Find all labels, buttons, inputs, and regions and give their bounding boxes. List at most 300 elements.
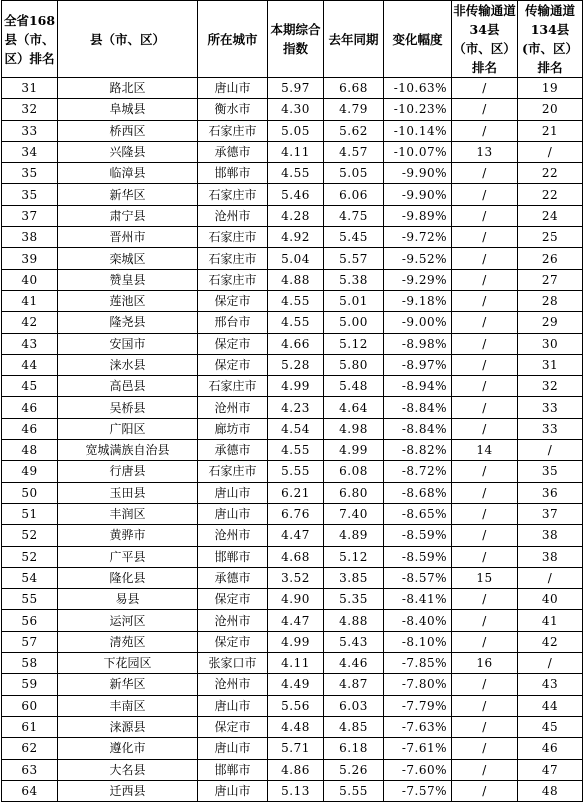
cell-last-year: 4.46 — [324, 653, 384, 674]
cell-last-year: 4.88 — [324, 610, 384, 631]
cell-current-index: 5.13 — [268, 780, 324, 801]
cell-last-year: 4.87 — [324, 674, 384, 695]
cell-change: -8.40% — [384, 610, 452, 631]
cell-last-year: 3.85 — [324, 567, 384, 588]
cell-channel-rank: 38 — [518, 546, 583, 567]
cell-channel-rank: 25 — [518, 227, 583, 248]
cell-change: -8.59% — [384, 546, 452, 567]
cell-channel-rank: 41 — [518, 610, 583, 631]
cell-current-index: 4.66 — [268, 333, 324, 354]
cell-county: 临漳县 — [58, 163, 198, 184]
table-row — [2, 205, 583, 226]
cell-county: 易县 — [58, 589, 198, 610]
cell-province-rank: 54 — [2, 567, 58, 588]
header-row — [2, 1, 583, 78]
cell-current-index: 4.68 — [268, 546, 324, 567]
cell-non-channel-rank: / — [452, 695, 518, 716]
cell-county: 涞源县 — [58, 716, 198, 737]
cell-current-index: 4.88 — [268, 269, 324, 290]
table-row — [2, 248, 583, 269]
cell-province-rank: 52 — [2, 546, 58, 567]
cell-province-rank: 49 — [2, 461, 58, 482]
cell-channel-rank: / — [518, 653, 583, 674]
cell-current-index: 4.55 — [268, 163, 324, 184]
table-row — [2, 546, 583, 567]
table-row — [2, 674, 583, 695]
cell-non-channel-rank: / — [452, 354, 518, 375]
table-row — [2, 418, 583, 439]
cell-non-channel-rank: / — [452, 738, 518, 759]
cell-county: 栾城区 — [58, 248, 198, 269]
cell-current-index: 4.90 — [268, 589, 324, 610]
table-row — [2, 695, 583, 716]
cell-city: 保定市 — [198, 354, 268, 375]
cell-city: 唐山市 — [198, 738, 268, 759]
table-row — [2, 610, 583, 631]
cell-last-year: 5.01 — [324, 290, 384, 311]
cell-change: -8.72% — [384, 461, 452, 482]
cell-province-rank: 64 — [2, 780, 58, 801]
cell-non-channel-rank: / — [452, 163, 518, 184]
cell-county: 下花园区 — [58, 653, 198, 674]
cell-province-rank: 63 — [2, 759, 58, 780]
table-row — [2, 589, 583, 610]
table-row — [2, 227, 583, 248]
cell-non-channel-rank: / — [452, 99, 518, 120]
cell-current-index: 4.86 — [268, 759, 324, 780]
cell-change: -9.89% — [384, 205, 452, 226]
cell-county: 丰润区 — [58, 503, 198, 524]
cell-province-rank: 39 — [2, 248, 58, 269]
cell-province-rank: 33 — [2, 120, 58, 141]
cell-change: -9.29% — [384, 269, 452, 290]
cell-current-index: 4.48 — [268, 716, 324, 737]
cell-channel-rank: 22 — [518, 163, 583, 184]
cell-non-channel-rank: / — [452, 397, 518, 418]
cell-last-year: 4.75 — [324, 205, 384, 226]
table-row — [2, 78, 583, 99]
table-row — [2, 99, 583, 120]
cell-county: 阜城县 — [58, 99, 198, 120]
cell-province-rank: 56 — [2, 610, 58, 631]
cell-non-channel-rank: 13 — [452, 141, 518, 162]
cell-change: -8.41% — [384, 589, 452, 610]
cell-current-index: 4.47 — [268, 610, 324, 631]
table-row — [2, 716, 583, 737]
cell-non-channel-rank: / — [452, 184, 518, 205]
cell-province-rank: 46 — [2, 397, 58, 418]
cell-change: -8.10% — [384, 631, 452, 652]
cell-non-channel-rank: / — [452, 780, 518, 801]
cell-last-year: 6.68 — [324, 78, 384, 99]
cell-last-year: 4.89 — [324, 525, 384, 546]
cell-current-index: 4.49 — [268, 674, 324, 695]
table-row — [2, 653, 583, 674]
table-row — [2, 567, 583, 588]
cell-province-rank: 58 — [2, 653, 58, 674]
table-row — [2, 312, 583, 333]
header-channel-rank: 传输通道134县(市、区）排名 — [518, 1, 583, 78]
cell-county: 运河区 — [58, 610, 198, 631]
cell-current-index: 4.99 — [268, 376, 324, 397]
cell-current-index: 3.52 — [268, 567, 324, 588]
cell-current-index: 4.28 — [268, 205, 324, 226]
cell-last-year: 5.62 — [324, 120, 384, 141]
cell-current-index: 5.28 — [268, 354, 324, 375]
cell-county: 路北区 — [58, 78, 198, 99]
cell-city: 沧州市 — [198, 674, 268, 695]
cell-change: -8.84% — [384, 418, 452, 439]
cell-current-index: 6.76 — [268, 503, 324, 524]
cell-city: 唐山市 — [198, 780, 268, 801]
cell-non-channel-rank: / — [452, 248, 518, 269]
cell-province-rank: 51 — [2, 503, 58, 524]
cell-channel-rank: 47 — [518, 759, 583, 780]
cell-non-channel-rank: / — [452, 205, 518, 226]
cell-city: 邯郸市 — [198, 163, 268, 184]
cell-channel-rank: 22 — [518, 184, 583, 205]
cell-non-channel-rank: / — [452, 674, 518, 695]
cell-city: 唐山市 — [198, 695, 268, 716]
cell-city: 保定市 — [198, 716, 268, 737]
cell-last-year: 4.99 — [324, 440, 384, 461]
table-row — [2, 738, 583, 759]
cell-channel-rank: / — [518, 141, 583, 162]
cell-channel-rank: 21 — [518, 120, 583, 141]
cell-non-channel-rank: / — [452, 312, 518, 333]
cell-change: -9.72% — [384, 227, 452, 248]
cell-current-index: 5.04 — [268, 248, 324, 269]
cell-county: 大名县 — [58, 759, 198, 780]
cell-change: -9.52% — [384, 248, 452, 269]
cell-province-rank: 43 — [2, 333, 58, 354]
cell-change: -7.61% — [384, 738, 452, 759]
cell-county: 肃宁县 — [58, 205, 198, 226]
cell-current-index: 5.46 — [268, 184, 324, 205]
cell-province-rank: 59 — [2, 674, 58, 695]
ranking-table — [1, 0, 583, 802]
table-row — [2, 333, 583, 354]
cell-channel-rank: / — [518, 440, 583, 461]
cell-last-year: 5.05 — [324, 163, 384, 184]
cell-city: 沧州市 — [198, 397, 268, 418]
header-current-index: 本期综合指数 — [268, 1, 324, 78]
cell-county: 黄骅市 — [58, 525, 198, 546]
cell-change: -8.97% — [384, 354, 452, 375]
cell-non-channel-rank: / — [452, 503, 518, 524]
cell-non-channel-rank: / — [452, 716, 518, 737]
cell-city: 沧州市 — [198, 610, 268, 631]
cell-county: 行唐县 — [58, 461, 198, 482]
cell-city: 邢台市 — [198, 312, 268, 333]
cell-last-year: 5.00 — [324, 312, 384, 333]
cell-non-channel-rank: / — [452, 546, 518, 567]
cell-channel-rank: 33 — [518, 397, 583, 418]
cell-province-rank: 46 — [2, 418, 58, 439]
cell-change: -8.57% — [384, 567, 452, 588]
cell-non-channel-rank: / — [452, 631, 518, 652]
cell-non-channel-rank: / — [452, 333, 518, 354]
cell-last-year: 5.45 — [324, 227, 384, 248]
cell-current-index: 4.55 — [268, 440, 324, 461]
cell-city: 唐山市 — [198, 482, 268, 503]
cell-change: -8.98% — [384, 333, 452, 354]
cell-change: -7.57% — [384, 780, 452, 801]
cell-channel-rank: 35 — [518, 461, 583, 482]
header-last-year: 去年同期 — [324, 1, 384, 78]
table-row — [2, 461, 583, 482]
cell-change: -10.07% — [384, 141, 452, 162]
cell-channel-rank: 33 — [518, 418, 583, 439]
cell-city: 邯郸市 — [198, 546, 268, 567]
cell-channel-rank: 27 — [518, 269, 583, 290]
cell-city: 石家庄市 — [198, 120, 268, 141]
cell-province-rank: 34 — [2, 141, 58, 162]
cell-city: 石家庄市 — [198, 248, 268, 269]
cell-channel-rank: 44 — [518, 695, 583, 716]
cell-last-year: 5.80 — [324, 354, 384, 375]
cell-change: -9.00% — [384, 312, 452, 333]
cell-current-index: 4.55 — [268, 290, 324, 311]
cell-channel-rank: 48 — [518, 780, 583, 801]
cell-last-year: 6.06 — [324, 184, 384, 205]
cell-county: 赞皇县 — [58, 269, 198, 290]
cell-city: 张家口市 — [198, 653, 268, 674]
cell-city: 石家庄市 — [198, 269, 268, 290]
cell-change: -10.23% — [384, 99, 452, 120]
cell-change: -8.82% — [384, 440, 452, 461]
cell-last-year: 5.48 — [324, 376, 384, 397]
cell-last-year: 4.57 — [324, 141, 384, 162]
cell-channel-rank: 40 — [518, 589, 583, 610]
cell-city: 石家庄市 — [198, 227, 268, 248]
table-row — [2, 120, 583, 141]
cell-last-year: 6.18 — [324, 738, 384, 759]
cell-city: 沧州市 — [198, 525, 268, 546]
cell-county: 晋州市 — [58, 227, 198, 248]
cell-province-rank: 41 — [2, 290, 58, 311]
cell-county: 宽城满族自治县 — [58, 440, 198, 461]
header-change: 变化幅度 — [384, 1, 452, 78]
cell-channel-rank: 28 — [518, 290, 583, 311]
table-row — [2, 141, 583, 162]
cell-channel-rank: 19 — [518, 78, 583, 99]
cell-non-channel-rank: / — [452, 525, 518, 546]
cell-channel-rank: 20 — [518, 99, 583, 120]
cell-last-year: 4.64 — [324, 397, 384, 418]
cell-county: 安国市 — [58, 333, 198, 354]
cell-county: 丰南区 — [58, 695, 198, 716]
cell-province-rank: 50 — [2, 482, 58, 503]
table-row — [2, 440, 583, 461]
cell-non-channel-rank: / — [452, 589, 518, 610]
cell-county: 莲池区 — [58, 290, 198, 311]
cell-channel-rank: 42 — [518, 631, 583, 652]
table-row — [2, 354, 583, 375]
cell-city: 衡水市 — [198, 99, 268, 120]
table-row — [2, 269, 583, 290]
cell-city: 唐山市 — [198, 503, 268, 524]
cell-non-channel-rank: / — [452, 120, 518, 141]
cell-province-rank: 42 — [2, 312, 58, 333]
cell-change: -8.68% — [384, 482, 452, 503]
cell-last-year: 5.35 — [324, 589, 384, 610]
table-row — [2, 759, 583, 780]
cell-province-rank: 40 — [2, 269, 58, 290]
cell-current-index: 5.71 — [268, 738, 324, 759]
cell-province-rank: 32 — [2, 99, 58, 120]
cell-last-year: 6.80 — [324, 482, 384, 503]
cell-city: 石家庄市 — [198, 461, 268, 482]
cell-last-year: 6.08 — [324, 461, 384, 482]
cell-county: 隆尧县 — [58, 312, 198, 333]
cell-city: 保定市 — [198, 290, 268, 311]
cell-province-rank: 57 — [2, 631, 58, 652]
cell-province-rank: 38 — [2, 227, 58, 248]
cell-change: -7.79% — [384, 695, 452, 716]
cell-non-channel-rank: / — [452, 227, 518, 248]
header-county: 县（市、区） — [58, 1, 198, 78]
cell-channel-rank: 43 — [518, 674, 583, 695]
cell-province-rank: 60 — [2, 695, 58, 716]
table-row — [2, 397, 583, 418]
cell-last-year: 4.79 — [324, 99, 384, 120]
cell-county: 桥西区 — [58, 120, 198, 141]
cell-county: 吴桥县 — [58, 397, 198, 418]
cell-city: 廊坊市 — [198, 418, 268, 439]
cell-non-channel-rank: / — [452, 461, 518, 482]
cell-change: -10.63% — [384, 78, 452, 99]
table-row — [2, 631, 583, 652]
cell-province-rank: 31 — [2, 78, 58, 99]
cell-province-rank: 37 — [2, 205, 58, 226]
cell-current-index: 5.05 — [268, 120, 324, 141]
cell-city: 石家庄市 — [198, 184, 268, 205]
cell-channel-rank: 38 — [518, 525, 583, 546]
header-city: 所在城市 — [198, 1, 268, 78]
cell-county: 隆化县 — [58, 567, 198, 588]
cell-last-year: 5.43 — [324, 631, 384, 652]
cell-province-rank: 48 — [2, 440, 58, 461]
cell-non-channel-rank: / — [452, 759, 518, 780]
header-province-rank: 全省168县（市、区）排名 — [2, 1, 58, 78]
cell-county: 高邑县 — [58, 376, 198, 397]
cell-city: 唐山市 — [198, 78, 268, 99]
cell-non-channel-rank: / — [452, 78, 518, 99]
cell-change: -7.85% — [384, 653, 452, 674]
cell-channel-rank: 45 — [518, 716, 583, 737]
cell-current-index: 5.97 — [268, 78, 324, 99]
cell-city: 承德市 — [198, 440, 268, 461]
cell-current-index: 5.55 — [268, 461, 324, 482]
cell-province-rank: 62 — [2, 738, 58, 759]
table-row — [2, 163, 583, 184]
cell-channel-rank: 26 — [518, 248, 583, 269]
cell-county: 清苑区 — [58, 631, 198, 652]
cell-city: 保定市 — [198, 333, 268, 354]
cell-non-channel-rank: / — [452, 376, 518, 397]
cell-current-index: 4.99 — [268, 631, 324, 652]
cell-channel-rank: 36 — [518, 482, 583, 503]
cell-current-index: 6.21 — [268, 482, 324, 503]
cell-county: 广阳区 — [58, 418, 198, 439]
cell-non-channel-rank: / — [452, 290, 518, 311]
cell-change: -8.84% — [384, 397, 452, 418]
cell-city: 保定市 — [198, 589, 268, 610]
cell-non-channel-rank: / — [452, 418, 518, 439]
cell-current-index: 4.55 — [268, 312, 324, 333]
cell-county: 兴隆县 — [58, 141, 198, 162]
cell-last-year: 5.26 — [324, 759, 384, 780]
cell-channel-rank: 29 — [518, 312, 583, 333]
cell-city: 保定市 — [198, 631, 268, 652]
cell-province-rank: 55 — [2, 589, 58, 610]
cell-province-rank: 44 — [2, 354, 58, 375]
cell-province-rank: 35 — [2, 184, 58, 205]
cell-last-year: 4.85 — [324, 716, 384, 737]
cell-non-channel-rank: 16 — [452, 653, 518, 674]
header-non-channel-rank: 非传输通道34县（市、区）排名 — [452, 1, 518, 78]
cell-change: -8.94% — [384, 376, 452, 397]
cell-last-year: 5.38 — [324, 269, 384, 290]
table-row — [2, 482, 583, 503]
cell-county: 涞水县 — [58, 354, 198, 375]
cell-last-year: 6.03 — [324, 695, 384, 716]
table-row — [2, 184, 583, 205]
cell-channel-rank: 24 — [518, 205, 583, 226]
cell-city: 承德市 — [198, 141, 268, 162]
cell-channel-rank: 37 — [518, 503, 583, 524]
cell-province-rank: 45 — [2, 376, 58, 397]
cell-city: 石家庄市 — [198, 376, 268, 397]
cell-current-index: 4.23 — [268, 397, 324, 418]
cell-channel-rank: 31 — [518, 354, 583, 375]
table-row — [2, 290, 583, 311]
cell-channel-rank: / — [518, 567, 583, 588]
cell-current-index: 4.92 — [268, 227, 324, 248]
cell-change: -8.59% — [384, 525, 452, 546]
cell-change: -7.60% — [384, 759, 452, 780]
cell-channel-rank: 46 — [518, 738, 583, 759]
cell-non-channel-rank: / — [452, 610, 518, 631]
cell-county: 遵化市 — [58, 738, 198, 759]
cell-change: -10.14% — [384, 120, 452, 141]
cell-last-year: 5.55 — [324, 780, 384, 801]
cell-province-rank: 61 — [2, 716, 58, 737]
cell-non-channel-rank: / — [452, 269, 518, 290]
cell-non-channel-rank: 15 — [452, 567, 518, 588]
cell-last-year: 5.12 — [324, 546, 384, 567]
cell-city: 沧州市 — [198, 205, 268, 226]
cell-change: -7.80% — [384, 674, 452, 695]
cell-non-channel-rank: 14 — [452, 440, 518, 461]
cell-current-index: 4.30 — [268, 99, 324, 120]
table-row — [2, 780, 583, 801]
cell-change: -9.90% — [384, 163, 452, 184]
cell-change: -9.90% — [384, 184, 452, 205]
cell-county: 玉田县 — [58, 482, 198, 503]
table-row — [2, 503, 583, 524]
cell-channel-rank: 30 — [518, 333, 583, 354]
cell-county: 新华区 — [58, 674, 198, 695]
cell-current-index: 5.56 — [268, 695, 324, 716]
cell-last-year: 5.12 — [324, 333, 384, 354]
cell-city: 承德市 — [198, 567, 268, 588]
cell-county: 新华区 — [58, 184, 198, 205]
cell-channel-rank: 32 — [518, 376, 583, 397]
cell-city: 邯郸市 — [198, 759, 268, 780]
table-body — [2, 78, 583, 802]
